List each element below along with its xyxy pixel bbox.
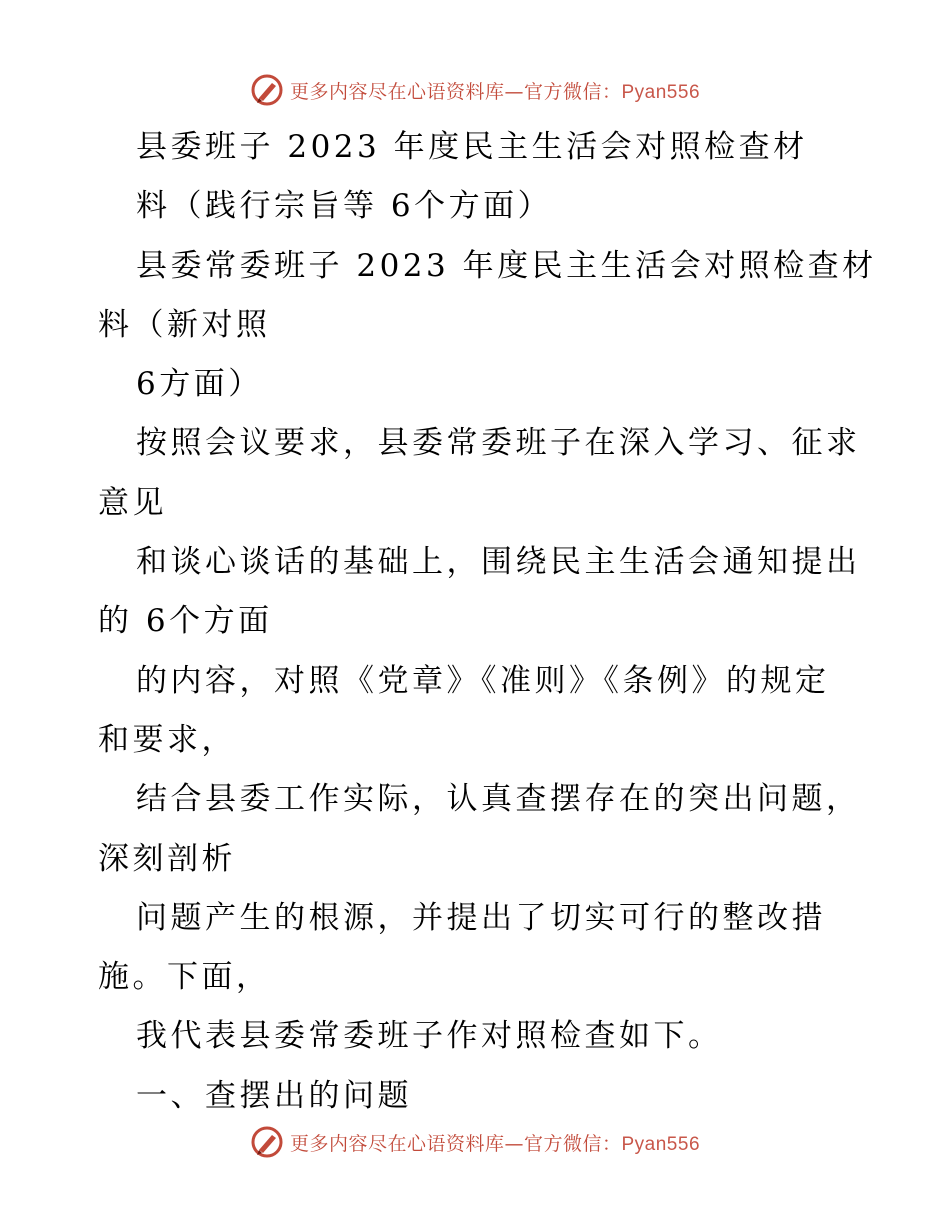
red-pen-circle-logo-icon (250, 1125, 284, 1159)
watermark-header (0, 70, 950, 110)
document-line: 按照会议要求，县委常委班子在深入学习、征求 (136, 425, 861, 462)
document-line: 6方面） (136, 366, 263, 403)
document-line: 县委班子 2023 年度民主生活会对照检查材 (136, 129, 808, 165)
document-line: 结合县委工作实际，认真查摆存在的突出问题， (136, 781, 861, 818)
red-pen-circle-logo-icon (250, 73, 284, 107)
document-line: 的内容，对照《党章》《准则》《条例》的规定 (136, 662, 830, 699)
document-line: 我代表县委常委班子作对照检查如下。 (136, 1018, 723, 1055)
document-line: 和谈心谈话的基础上，围绕民主生活会通知提出 (136, 544, 861, 581)
document-line: 县委常委班子 2023 年度民主生活会对照检查材 (136, 247, 877, 284)
document-line: 深刻剖析 (98, 840, 236, 877)
document-line: 问题产生的根源，并提出了切实可行的整改措 (136, 899, 826, 936)
section-heading: 一、查摆出的问题 (136, 1077, 412, 1114)
watermark-text: 更多内容尽在心语资料库—官方微信：Pyan556 (289, 80, 701, 103)
document-line: 意见 (98, 484, 167, 521)
document-body (98, 118, 877, 1126)
document-line: 和要求， (98, 721, 236, 758)
watermark-text: 更多内容尽在心语资料库—官方微信：Pyan556 (289, 1132, 701, 1155)
document-line: 的 6个方面 (98, 603, 273, 640)
document-line: 料（践行宗旨等 6个方面） (136, 188, 553, 225)
watermark-footer (0, 1122, 950, 1162)
document-line: 施。下面， (98, 959, 271, 996)
document-line: 料（新对照 (98, 306, 271, 343)
